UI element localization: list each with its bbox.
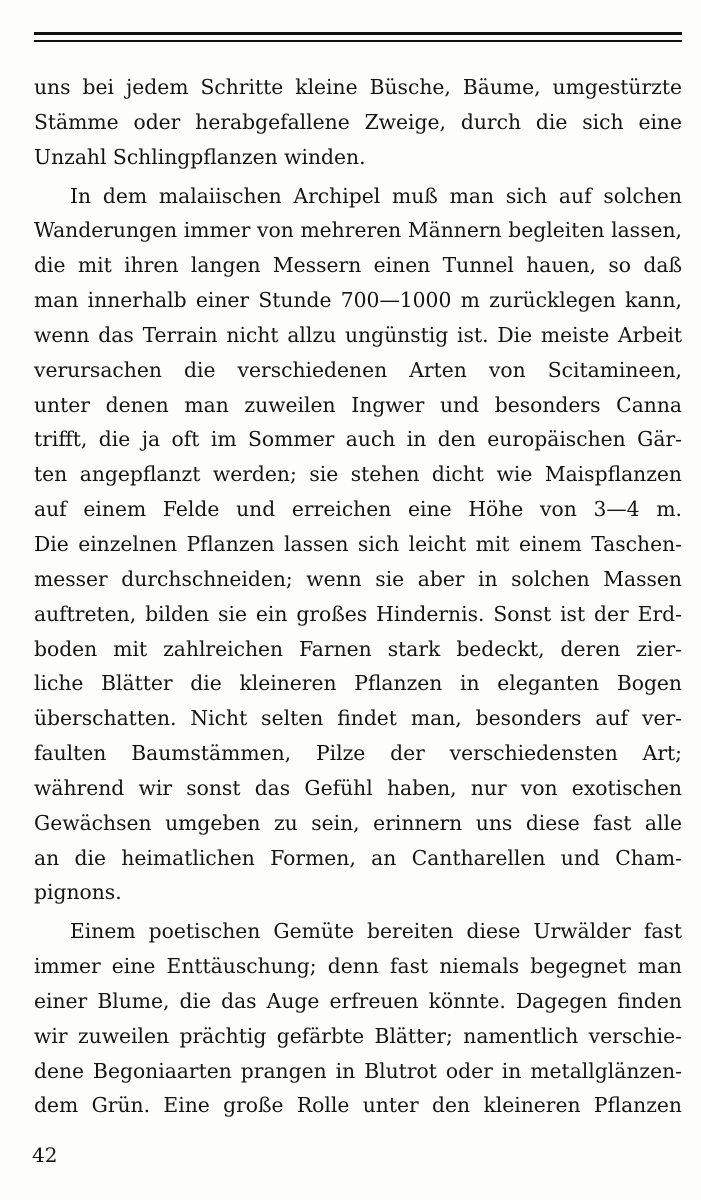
text-line: man innerhalb einer Stunde 700—1000 m zurücklegen kann,: [34, 288, 682, 313]
text-line: wir zuweilen prächtig gefärbte Blätter; namentlich verschie-: [34, 1023, 682, 1048]
text-line: dene Begoniaarten prangen in Blutrot oder in metallglänzen-: [34, 1058, 682, 1083]
text-line: liche Blätter die kleineren Pflanzen in eleganten Bogen: [34, 671, 682, 696]
paragraph: [34, 179, 682, 911]
text-line: Wanderungen immer von mehreren Männern begleiten lassen,: [34, 218, 682, 243]
paragraph: [34, 914, 682, 1123]
header-rule-thin: [34, 40, 682, 42]
text-line: überschatten. Nicht selten findet man, besonders auf ver-: [34, 706, 682, 731]
text-line: wenn das Terrain nicht allzu ungünstig ist. Die meiste Arbeit: [34, 322, 682, 347]
text-line: Die einzelnen Pflanzen lassen sich leicht mit einem Taschen-: [34, 531, 682, 556]
text-line: In dem malaiischen Archipel muß man sich auf solchen: [70, 183, 682, 208]
text-line: Gewächsen umgeben zu sein, erinnern uns diese fast alle: [34, 810, 682, 835]
text-line: unter denen man zuweilen Ingwer und besonders Canna: [34, 392, 682, 417]
text-line: einer Blume, die das Auge erfreuen könnte. Dagegen finden: [34, 988, 682, 1013]
text-line: immer eine Enttäuschung; denn fast niemals begegnet man: [34, 954, 682, 979]
text-line: messer durchschneiden; wenn sie aber in solchen Massen: [34, 566, 682, 591]
paragraph: [34, 70, 682, 175]
text-line: auf einem Felde und erreichen eine Höhe von 3—4 m.: [34, 497, 682, 522]
text-line: ten angepflanzt werden; sie stehen dicht wie Maispflanzen: [34, 462, 682, 487]
text-line: auftreten, bilden sie ein großes Hindernis. Sonst ist der Erd-: [34, 601, 682, 626]
text-line: verursachen die verschiedenen Arten von Scitamineen,: [34, 357, 682, 382]
body-text: [34, 70, 682, 1123]
text-line: pignons.: [34, 880, 122, 905]
text-line: faulten Baumstämmen, Pilze der verschiedensten Art;: [34, 741, 682, 766]
page-number: 42: [32, 1143, 58, 1167]
text-line: dem Grün. Eine große Rolle unter den kleineren Pflanzen: [34, 1093, 682, 1118]
text-line: boden mit zahlreichen Farnen stark bedeckt, deren zier-: [34, 636, 682, 661]
text-line: während wir sonst das Gefühl haben, nur von exotischen: [34, 775, 682, 800]
text-line: Einem poetischen Gemüte bereiten diese Urwälder fast: [70, 919, 682, 944]
text-line: Unzahl Schlingpflanzen winden.: [34, 144, 366, 169]
text-line: uns bei jedem Schritte kleine Büsche, Bäume, umgestürzte: [34, 75, 682, 99]
text-line: trifft, die ja oft im Sommer auch in den europäischen Gär-: [34, 427, 682, 452]
text-line: Stämme oder herabgefallene Zweige, durch die sich eine: [34, 109, 682, 134]
text-line: an die heimatlichen Formen, an Cantharellen und Cham-: [34, 845, 682, 870]
text-line: die mit ihren langen Messern einen Tunnel hauen, so daß: [34, 253, 682, 278]
header-rule-thick: [34, 32, 682, 35]
